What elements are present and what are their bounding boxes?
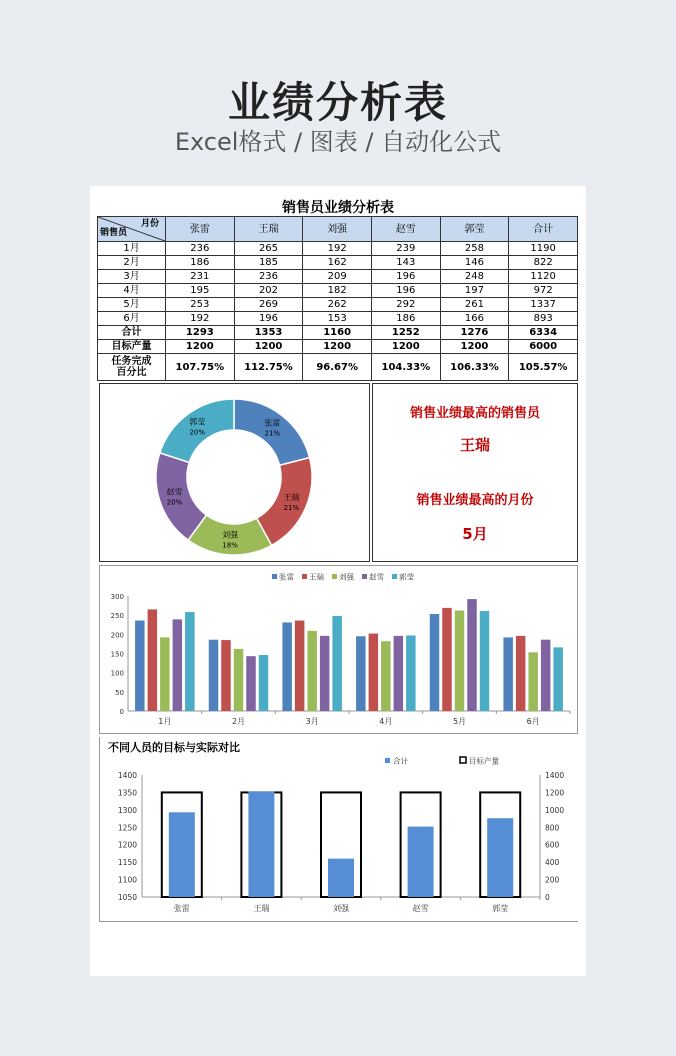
table-cell: 1120 — [509, 270, 578, 284]
target-row — [98, 340, 578, 354]
table-cell: 292 — [371, 298, 440, 312]
table-cell: 1276 — [440, 326, 509, 340]
y-tick-label-right: 400 — [545, 858, 560, 868]
y-tick-label-left: 1300 — [117, 805, 137, 815]
best-month-label: 销售业绩最高的月份 — [416, 493, 534, 508]
bar — [541, 640, 551, 711]
table-cell: 261 — [440, 298, 509, 312]
bar — [160, 637, 170, 711]
table-cell: 186 — [371, 312, 440, 326]
donut-slice-label: 王瑞 — [283, 492, 300, 502]
donut-slice-percent: 20% — [189, 428, 206, 437]
completion-label-line1: 任务完成 — [111, 356, 152, 367]
table-cell: 6000 — [509, 340, 578, 354]
table-cell: 1200 — [234, 340, 303, 354]
monthly-bar-chart — [100, 566, 577, 733]
corner-month-label: 月份 — [140, 219, 159, 229]
bar — [259, 655, 269, 711]
bar — [480, 611, 490, 711]
corner-seller-label: 销售员 — [100, 228, 128, 238]
table-cell: 182 — [303, 284, 372, 298]
legend-label: 目标产量 — [469, 756, 499, 766]
row-label: 1月 — [98, 242, 166, 256]
target-vs-actual-chart — [100, 737, 579, 921]
donut-slice-label: 赵雪 — [166, 487, 183, 497]
legend-label: 王瑞 — [309, 572, 324, 582]
x-tick-label: 5月 — [452, 717, 467, 726]
x-tick-label: 郭莹 — [492, 904, 509, 913]
bar — [406, 635, 416, 711]
y-tick-label: 250 — [110, 612, 124, 621]
legend-label: 赵雪 — [369, 572, 384, 582]
y-tick-label-right: 200 — [545, 875, 560, 885]
bar — [209, 640, 219, 711]
bar — [246, 656, 256, 711]
donut-slice-percent: 21% — [264, 429, 281, 438]
y-tick-label-right: 1000 — [545, 805, 565, 815]
table-row — [98, 256, 578, 270]
best-seller-label: 销售业绩最高的销售员 — [409, 406, 540, 421]
bar — [295, 621, 305, 711]
chart-title: 不同人员的目标与实际对比 — [108, 741, 240, 754]
table-cell: 1353 — [234, 326, 303, 340]
bar — [381, 641, 391, 711]
y-tick-label-left: 1350 — [117, 788, 137, 798]
table-row — [98, 270, 578, 284]
sheet-title: 销售员业绩分析表 — [282, 200, 394, 216]
bar — [430, 614, 440, 711]
y-tick-label-left: 1250 — [117, 823, 137, 833]
actual-bar — [408, 827, 434, 897]
legend-swatch — [460, 757, 466, 763]
y-tick-label-right: 0 — [545, 893, 550, 902]
table-cell: 104.33% — [371, 354, 440, 381]
table-cell: 197 — [440, 284, 509, 298]
target-chart-panel — [99, 737, 578, 922]
y-tick-label-right: 1400 — [545, 771, 565, 780]
row-label — [98, 354, 166, 381]
row-label: 3月 — [98, 270, 166, 284]
column-header: 刘强 — [303, 217, 372, 242]
x-tick-label: 王瑞 — [253, 904, 270, 913]
table-cell: 196 — [371, 270, 440, 284]
donut-slice-percent: 20% — [166, 498, 183, 507]
table-cell: 106.33% — [440, 354, 509, 381]
x-tick-label: 4月 — [379, 717, 393, 726]
table-cell: 202 — [234, 284, 303, 298]
legend-label: 郭莹 — [399, 572, 414, 582]
bar — [553, 647, 563, 711]
table-cell: 196 — [371, 284, 440, 298]
table-cell: 822 — [509, 256, 578, 270]
bar — [369, 634, 379, 711]
table-cell: 1200 — [166, 340, 235, 354]
table-cell: 231 — [166, 270, 235, 284]
best-month-value: 5月 — [462, 525, 488, 543]
column-header: 合计 — [509, 217, 578, 242]
table-cell: 192 — [166, 312, 235, 326]
table-cell: 96.67% — [303, 354, 372, 381]
table-cell: 186 — [166, 256, 235, 270]
table-cell: 269 — [234, 298, 303, 312]
bar — [528, 652, 538, 711]
table-cell: 972 — [509, 284, 578, 298]
legend-swatch — [302, 574, 307, 579]
table-cell: 236 — [234, 270, 303, 284]
column-header: 郭莹 — [440, 217, 509, 242]
table-cell: 185 — [234, 256, 303, 270]
bar — [332, 616, 342, 711]
table-cell: 192 — [303, 242, 372, 256]
donut-slice-percent: 21% — [283, 503, 300, 512]
table-cell: 1160 — [303, 326, 372, 340]
bar — [467, 599, 477, 711]
bar — [442, 608, 452, 711]
spreadsheet-preview — [90, 186, 586, 976]
table-row — [98, 298, 578, 312]
row-label: 合计 — [98, 326, 166, 340]
actual-bar — [328, 859, 354, 897]
row-label: 4月 — [98, 284, 166, 298]
table-cell: 236 — [166, 242, 235, 256]
bar — [503, 637, 512, 711]
table-cell: 239 — [371, 242, 440, 256]
y-tick-label-left: 1200 — [117, 840, 137, 850]
table-cell: 893 — [509, 312, 578, 326]
page-title: 业绩分析表 — [227, 78, 448, 127]
table-cell: 1200 — [303, 340, 372, 354]
sales-table-body — [98, 242, 578, 381]
bar — [234, 649, 244, 711]
legend-swatch — [272, 574, 277, 579]
table-cell: 107.75% — [166, 354, 235, 381]
y-tick-label: 100 — [110, 669, 124, 678]
donut-chart — [100, 384, 369, 561]
table-cell: 1200 — [371, 340, 440, 354]
column-header: 赵雪 — [371, 217, 440, 242]
donut-slice-label: 张雷 — [264, 418, 281, 428]
column-header: 张雷 — [166, 217, 235, 242]
legend-swatch — [362, 574, 367, 579]
legend-label: 刘强 — [339, 572, 354, 582]
page-subtitle: Excel格式 / 图表 / 自动化公式 — [174, 128, 502, 156]
x-tick-label: 3月 — [305, 717, 319, 726]
y-tick-label: 150 — [110, 650, 124, 659]
kpi-panel — [372, 383, 578, 562]
bar — [320, 636, 330, 711]
row-label: 目标产量 — [98, 340, 166, 354]
bar — [282, 622, 292, 711]
bar — [148, 609, 158, 711]
table-cell: 143 — [371, 256, 440, 270]
x-tick-label: 6月 — [526, 717, 540, 726]
bar — [173, 619, 183, 711]
sales-table — [97, 216, 578, 381]
legend-swatch — [332, 574, 337, 579]
table-cell: 209 — [303, 270, 372, 284]
table-cell: 162 — [303, 256, 372, 270]
table-cell: 105.57% — [509, 354, 578, 381]
y-tick-label: 300 — [110, 593, 124, 601]
table-cell: 195 — [166, 284, 235, 298]
table-row — [98, 284, 578, 298]
table-cell: 1337 — [509, 298, 578, 312]
table-cell: 153 — [303, 312, 372, 326]
y-tick-label: 200 — [110, 631, 124, 640]
x-tick-label: 刘强 — [333, 904, 349, 913]
table-cell: 146 — [440, 256, 509, 270]
bar — [455, 611, 465, 711]
row-label: 6月 — [98, 312, 166, 326]
legend-swatch — [392, 574, 397, 579]
donut-slice-label: 刘强 — [222, 530, 239, 540]
table-corner-header — [98, 217, 166, 242]
table-cell: 1252 — [371, 326, 440, 340]
legend-swatch — [385, 758, 390, 763]
y-tick-label-left: 1400 — [117, 771, 137, 780]
x-tick-label: 2月 — [231, 717, 246, 726]
y-tick-label-right: 800 — [545, 823, 560, 833]
row-label: 2月 — [98, 256, 166, 270]
x-tick-label: 赵雪 — [412, 904, 429, 913]
bar — [307, 631, 317, 711]
table-cell: 1200 — [440, 340, 509, 354]
y-tick-label: 50 — [115, 688, 124, 697]
completion-label-line2: 百分比 — [116, 367, 147, 378]
y-tick-label-right: 1200 — [545, 788, 565, 798]
table-cell: 1293 — [166, 326, 235, 340]
donut-slice-label: 郭莹 — [189, 417, 206, 427]
table-cell: 258 — [440, 242, 509, 256]
total-row — [98, 326, 578, 340]
row-label: 5月 — [98, 298, 166, 312]
table-cell: 248 — [440, 270, 509, 284]
monthly-bar-chart-panel — [99, 565, 578, 734]
actual-bar — [248, 791, 274, 897]
bar — [516, 636, 526, 711]
table-cell: 265 — [234, 242, 303, 256]
table-cell: 253 — [166, 298, 235, 312]
actual-bar — [169, 812, 195, 897]
donut-slice-percent: 18% — [222, 541, 238, 550]
table-cell: 6334 — [509, 326, 578, 340]
bar — [221, 640, 231, 711]
table-row — [98, 312, 578, 326]
x-tick-label: 张雷 — [173, 904, 190, 913]
bar — [356, 636, 366, 711]
bar — [394, 636, 404, 711]
table-cell: 1190 — [509, 242, 578, 256]
donut-chart-panel — [99, 383, 370, 562]
y-tick-label-left: 1050 — [117, 893, 137, 902]
bar — [185, 612, 195, 711]
table-cell: 166 — [440, 312, 509, 326]
y-tick-label: 0 — [119, 708, 124, 716]
legend-label: 张雷 — [279, 572, 294, 582]
table-cell: 112.75% — [234, 354, 303, 381]
best-seller-value: 王瑞 — [459, 436, 490, 454]
table-row — [98, 242, 578, 256]
bar — [135, 621, 145, 711]
y-tick-label-left: 1150 — [117, 858, 137, 868]
table-cell: 262 — [303, 298, 372, 312]
column-header: 王瑞 — [234, 217, 303, 242]
actual-bar — [487, 818, 513, 897]
legend-label: 合计 — [393, 756, 408, 766]
y-tick-label-right: 600 — [545, 840, 560, 850]
table-cell: 196 — [234, 312, 303, 326]
y-tick-label-left: 1100 — [117, 875, 137, 885]
completion-row — [98, 354, 578, 381]
x-tick-label: 1月 — [158, 717, 172, 726]
